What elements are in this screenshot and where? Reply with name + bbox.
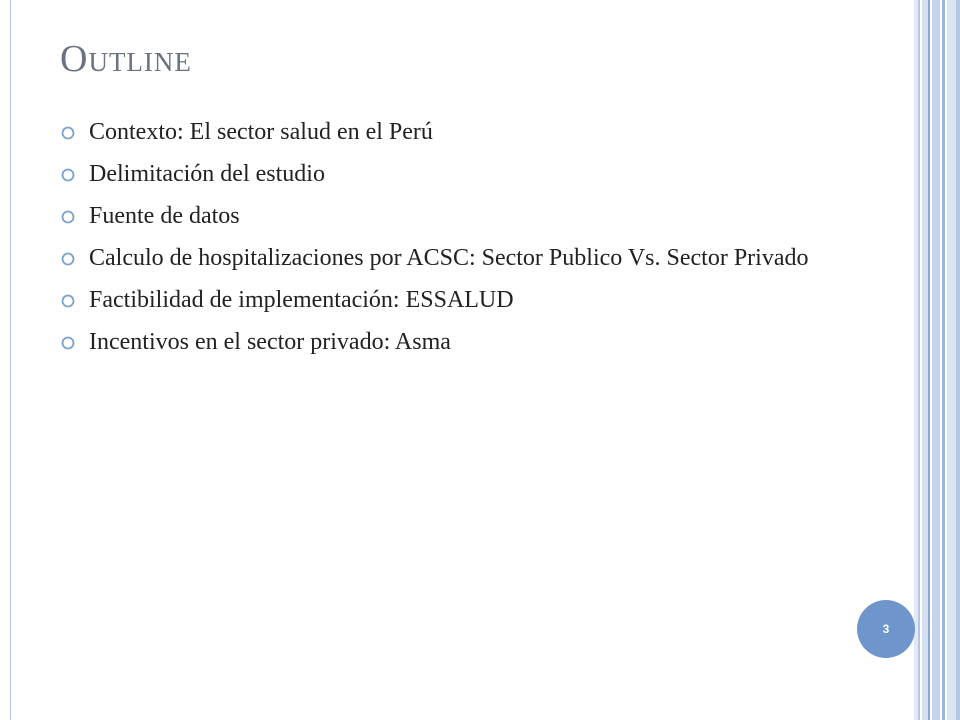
stripe	[932, 0, 940, 720]
bullet-item	[60, 160, 840, 189]
stripe	[947, 0, 956, 720]
bullet-text: Contexto: El sector salud en el Perú	[89, 119, 433, 145]
decorative-right-stripes	[914, 0, 960, 720]
bullet-item	[60, 118, 840, 147]
bullet-item	[60, 286, 840, 315]
stripe	[956, 0, 960, 720]
stripe	[918, 0, 920, 720]
circle-outline-icon	[60, 125, 76, 141]
bullet-text: Incentivos en el sector privado: Asma	[89, 329, 451, 355]
bullet-list	[60, 118, 840, 370]
stripe	[928, 0, 930, 720]
circle-outline-icon	[60, 209, 76, 225]
bullet-text: Delimitación del estudio	[89, 161, 325, 187]
bullet-item	[60, 328, 840, 357]
bullet-text: Calculo de hospitalizaciones por ACSC: Sector Publico Vs. Sector Privado	[89, 245, 809, 271]
bullet-item	[60, 244, 840, 273]
slide-title: Outline	[60, 38, 192, 80]
circle-outline-icon	[60, 293, 76, 309]
left-border-rule	[10, 0, 11, 720]
page-number: 3	[882, 622, 890, 636]
page-number-badge	[857, 600, 915, 658]
bullet-text: Factibilidad de implementación: ESSALUD	[89, 287, 514, 313]
bullet-item	[60, 202, 840, 231]
circle-outline-icon	[60, 251, 76, 267]
stripe	[942, 0, 945, 720]
circle-outline-icon	[60, 167, 76, 183]
bullet-text: Fuente de datos	[89, 203, 240, 229]
circle-outline-icon	[60, 335, 76, 351]
